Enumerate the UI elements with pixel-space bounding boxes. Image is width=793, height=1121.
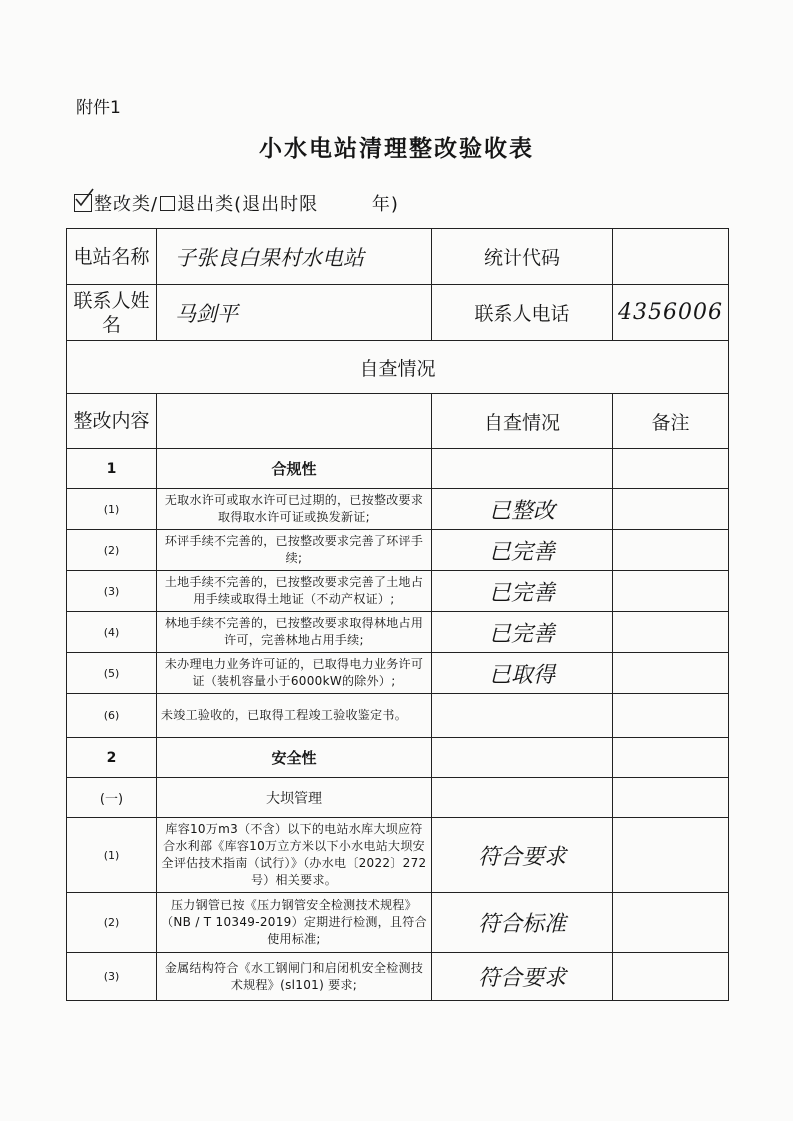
section-row: [67, 449, 729, 489]
row-self-check-result[interactable]: 符合要求: [432, 818, 613, 893]
row-self-check-result[interactable]: 已取得: [432, 653, 613, 694]
section-self-check: [432, 449, 613, 489]
row-number: (5): [67, 653, 157, 694]
table-row: [67, 893, 729, 953]
row-remark[interactable]: [613, 489, 729, 530]
stat-code-value[interactable]: [613, 229, 729, 285]
row-remark[interactable]: [613, 612, 729, 653]
section-remark: [613, 449, 729, 489]
row-number: (3): [67, 953, 157, 1001]
contact-person-label: 联系人姓名: [67, 285, 157, 341]
row-number: (1): [67, 489, 157, 530]
row-remark[interactable]: [613, 893, 729, 953]
row-number: (4): [67, 612, 157, 653]
table-row: [67, 953, 729, 1001]
row-number: (1): [67, 818, 157, 893]
row-content: 未办理电力业务许可证的，已取得电力业务许可证（装机容量小于6000kW的除外）;: [157, 653, 432, 694]
remark-column-header: 备注: [613, 394, 729, 449]
row-self-check-result[interactable]: 符合标准: [432, 893, 613, 953]
table-row: [67, 489, 729, 530]
row-number: (6): [67, 694, 157, 738]
row-content: 金属结构符合《水工钢闸门和启闭机安全检测技术规程》(sl101) 要求;: [157, 953, 432, 1001]
row-number: (2): [67, 530, 157, 571]
contact-phone-label: 联系人电话: [432, 285, 613, 341]
table-row: [67, 653, 729, 694]
table-row: [67, 530, 729, 571]
row-remark[interactable]: [613, 818, 729, 893]
self-check-column-header: 自查情况: [432, 394, 613, 449]
table-row: [67, 694, 729, 738]
section-number: 1: [67, 449, 157, 489]
subsection-remark: [613, 778, 729, 818]
subsection-self-check: [432, 778, 613, 818]
contact-phone-value[interactable]: 4356006: [613, 285, 729, 341]
section-remark: [613, 738, 729, 778]
row-content: 无取水许可或取水许可已过期的，已按整改要求取得取水许可证或换发新证;: [157, 489, 432, 530]
self-check-title: 自查情况: [67, 341, 729, 394]
acceptance-form-table: [66, 228, 729, 1001]
row-content: 林地手续不完善的，已按整改要求取得林地占用许可，完善林地占用手续;: [157, 612, 432, 653]
section-title: 合规性: [157, 449, 432, 489]
row-content: 压力钢管已按《压力钢管安全检测技术规程》（NB / T 10349-2019）定期进行检测，且符合使用标准;: [157, 893, 432, 953]
row-content: 土地手续不完善的，已按整改要求完善了土地占用手续或取得土地证（不动产权证）;: [157, 571, 432, 612]
type-separator: /: [151, 194, 159, 215]
row-remark[interactable]: [613, 530, 729, 571]
table-row: [67, 612, 729, 653]
row-self-check-result[interactable]: 已完善: [432, 530, 613, 571]
checked-box-icon[interactable]: [74, 194, 92, 212]
row-self-check-result[interactable]: 已完善: [432, 571, 613, 612]
subsection-row: [67, 778, 729, 818]
row-number: (3): [67, 571, 157, 612]
station-name-value[interactable]: 子张良白果村水电站: [157, 229, 432, 285]
row-content: 环评手续不完善的，已按整改要求完善了环评手续;: [157, 530, 432, 571]
row-self-check-result[interactable]: 已整改: [432, 489, 613, 530]
stat-code-label: 统计代码: [432, 229, 613, 285]
unchecked-box-icon[interactable]: [160, 196, 175, 211]
row-content: 未竣工验收的，已取得工程竣工验收鉴定书。: [157, 694, 432, 738]
subsection-title: 大坝管理: [157, 778, 432, 818]
content-column-header: 整改内容: [67, 394, 157, 449]
subsection-number: (一): [67, 778, 157, 818]
row-number: (2): [67, 893, 157, 953]
type-selection-line: [74, 190, 399, 216]
section-row: [67, 738, 729, 778]
row-remark[interactable]: [613, 571, 729, 612]
row-self-check-result[interactable]: 已完善: [432, 612, 613, 653]
row-self-check-result[interactable]: [432, 694, 613, 738]
content-header-blank: [157, 394, 432, 449]
attachment-label: 附件1: [76, 98, 121, 118]
row-remark[interactable]: [613, 694, 729, 738]
row-remark[interactable]: [613, 953, 729, 1001]
contact-person-value[interactable]: 马剑平: [157, 285, 432, 341]
row-self-check-result[interactable]: 符合要求: [432, 953, 613, 1001]
section-number: 2: [67, 738, 157, 778]
self-check-title-row: [67, 341, 729, 394]
column-header-row: [67, 394, 729, 449]
station-name-label: 电站名称: [67, 229, 157, 285]
table-row: [67, 818, 729, 893]
document-title: 小水电站清理整改验收表: [259, 136, 534, 162]
station-row: [67, 229, 729, 285]
row-remark[interactable]: [613, 653, 729, 694]
section-self-check: [432, 738, 613, 778]
section-title: 安全性: [157, 738, 432, 778]
exit-type-label: 退出类: [177, 194, 235, 215]
exit-deadline: (退出时限 年): [234, 194, 399, 215]
row-content: 库容10万m3（不含）以下的电站水库大坝应符合水利部《库容10万立方米以下小水电站大坝安全评估技术指南（试行）》（办水电〔2022〕272号）相关要求。: [157, 818, 432, 893]
table-row: [67, 571, 729, 612]
rectify-type-label: 整改类: [94, 194, 151, 215]
contact-row: [67, 285, 729, 341]
